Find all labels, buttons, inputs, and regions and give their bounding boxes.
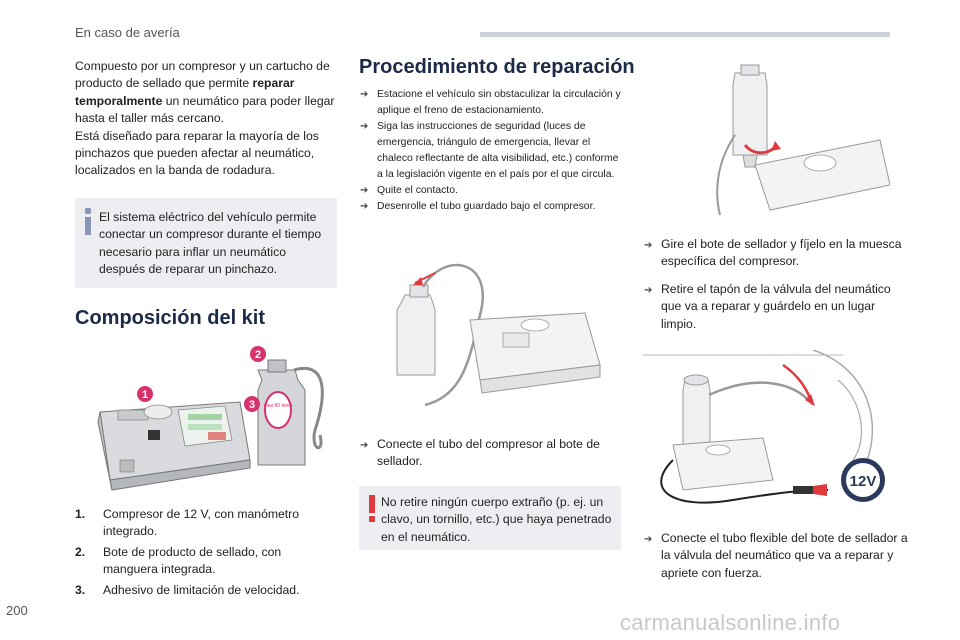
item-number: 3. — [75, 583, 86, 597]
procedure-steps — [359, 87, 621, 215]
step-text: Retire el tapón de la válvula del neumático que va a reparar y guárdelo en un lugar limpio. — [661, 282, 891, 331]
arrow-step-icon: ➔ — [360, 201, 369, 212]
intro-text-after: un neumático para poder llegar hasta el taller más cercano. — [75, 93, 335, 126]
section-header-text: En caso de avería — [75, 25, 180, 40]
callout-3-label: 3 — [248, 399, 256, 411]
page-number: 200 — [6, 603, 28, 618]
kit-title: Composición del kit — [75, 307, 266, 329]
warning-icon — [368, 495, 376, 521]
callout-2-label: 2 — [254, 349, 262, 361]
item-text: Adhesivo de limitación de velocidad. — [103, 583, 300, 597]
list-item — [359, 183, 621, 199]
arrow-step-icon: ➔ — [644, 534, 653, 545]
step-text: Desenrolle el tubo guardado bajo el compresor. — [377, 201, 596, 212]
intro-text: Compuesto por un compresor y un cartucho de producto de sellado que permite — [75, 59, 330, 91]
watermark: carmanualsonline.info — [620, 610, 841, 635]
procedure-title: Procedimiento de reparación — [359, 56, 635, 78]
info-note-box — [75, 198, 337, 288]
list-item — [359, 87, 621, 119]
wheel-valve-illustration — [643, 350, 888, 515]
socket-12v-label: 12V — [849, 473, 877, 490]
arrow-step-icon: ➔ — [644, 240, 653, 251]
item-number: 2. — [75, 545, 86, 559]
step-connect-compressor — [359, 436, 621, 470]
intro-block — [75, 58, 337, 180]
step-text: Conecte el tubo del compresor al bote de sellador. — [377, 437, 600, 468]
intro-bold: reparar temporalmente — [75, 76, 295, 108]
sticker-label: max 80 km/h — [263, 403, 293, 409]
arrow-step-icon: ➔ — [644, 285, 653, 296]
item-text: Bote de producto de sellado, con manguera integrada. — [103, 545, 282, 576]
list-item — [75, 544, 337, 578]
section-header-bar — [480, 32, 890, 37]
compressor-hose-illustration — [385, 255, 610, 415]
step-connect-hose — [643, 530, 908, 582]
info-icon — [84, 208, 92, 234]
item-number: 1. — [75, 507, 86, 521]
canister-rotate-illustration — [705, 55, 890, 215]
list-item — [75, 582, 337, 599]
sealant-canister-drawing — [258, 360, 322, 465]
step-text: Siga las instrucciones de seguridad (luces de emergencia, triángulo de emergencia, llevar el chaleco reflectante de alta visibilidad, etc.) conforme a la legislación vigente en el país por el que circula. — [377, 121, 619, 180]
step-text: Gire el bote de sellador y fíjelo en la muesca específica del compresor. — [661, 237, 902, 269]
list-item — [75, 506, 337, 540]
warning-text: No retire ningún cuerpo extraño (p. ej. un clavo, un tornillo, etc.) que haya penetrado en el neumático. — [381, 495, 612, 544]
step-remove-cap — [643, 281, 908, 333]
arrow-step-icon: ➔ — [360, 440, 369, 451]
info-note-text: El sistema eléctrico del vehículo permite conectar un compresor durante el tiempo necesario para inflar un neumático después de reparar un pinchazo. — [99, 210, 322, 277]
arrow-step-icon: ➔ — [360, 121, 369, 132]
kit-items-list — [75, 506, 337, 603]
step-turn-canister — [643, 236, 908, 271]
intro-paragraph — [75, 58, 337, 128]
arrow-step-icon: ➔ — [360, 185, 369, 196]
callout-1-label: 1 — [141, 389, 149, 401]
compressor-drawing — [98, 402, 250, 490]
step-text: Conecte el tubo flexible del bote de sellador a la válvula del neumático que va a reparar y apriete con fuerza. — [661, 531, 908, 580]
kit-illustration — [90, 340, 330, 500]
arrow-step-icon: ➔ — [360, 89, 369, 100]
step-text: Quite el contacto. — [377, 185, 458, 196]
item-text: Compresor de 12 V, con manómetro integrado. — [103, 507, 300, 538]
list-item — [359, 119, 621, 183]
intro-paragraph-2: Está diseñado para reparar la mayoría de los pinchazos que pueden afectar al neumático, localizados en la banda de rodadura. — [75, 128, 319, 178]
warning-box — [359, 486, 621, 550]
step-text: Estacione el vehículo sin obstaculizar la circulación y aplique el freno de estacionamiento. — [377, 89, 621, 116]
list-item — [359, 199, 621, 215]
